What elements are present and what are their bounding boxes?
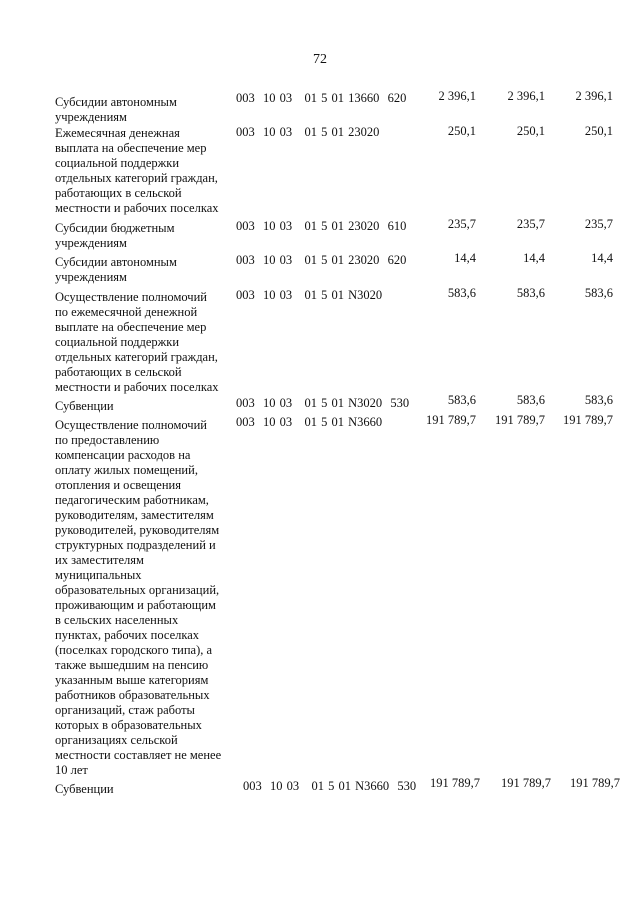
row-value-1: 583,6 [447,286,476,300]
row-description: Субсидии бюджетным учреждениям [55,221,175,250]
row-value-3: 191 789,7 [563,413,613,427]
row-code: 003 10 03 01 5 01 N3020 [236,288,383,302]
row-value-1: 14,4 [454,251,476,265]
row-description: Субвенции [55,399,114,413]
row-description: Осуществление полномочий по ежемесячной денежной выплате на обеспечение мер социальной поддержки отдельных категорий граждан, работающих в сельской местности и рабочих поселках [55,290,219,394]
row-value-2: 2 396,1 [507,89,545,103]
row-value-1: 191 789,7 [426,413,476,427]
row-value-2: 235,7 [516,217,545,231]
row-value-2: 250,1 [516,124,545,138]
row-value-1: 250,1 [447,124,476,138]
row-value-3: 2 396,1 [575,89,613,103]
row-code: 003 10 03 01 5 01 23020 610 [236,219,407,233]
row-code: 003 10 03 01 5 01 13660 620 [236,91,407,105]
row-value-2: 191 789,7 [501,776,551,790]
row-value-2: 583,6 [516,286,545,300]
row-value-2: 14,4 [523,251,545,265]
page-number: 72 [313,52,327,67]
row-code: 003 10 03 01 5 01 23020 620 [236,253,407,267]
row-value-1: 583,6 [447,393,476,407]
row-value-1: 2 396,1 [438,89,476,103]
row-value-3: 250,1 [584,124,613,138]
row-value-3: 583,6 [584,393,613,407]
row-value-1: 191 789,7 [430,776,480,790]
row-code: 003 10 03 01 5 01 N3660 [236,415,383,429]
row-code: 003 10 03 01 5 01 N3660 530 [243,779,417,793]
row-value-2: 583,6 [516,393,545,407]
row-value-1: 235,7 [447,217,476,231]
row-description: Субвенции [55,782,114,796]
row-description: Субсидии автономным учреждениям [55,95,177,124]
row-code: 003 10 03 01 5 01 23020 [236,125,380,139]
row-code: 003 10 03 01 5 01 N3020 530 [236,396,410,410]
row-description: Субсидии автономным учреждениям [55,255,177,284]
row-description: Ежемесячная денежная выплата на обеспечение мер социальной поддержки отдельных категорий граждан, работающих в сельской местности и рабочих поселках [55,126,219,215]
row-value-3: 583,6 [584,286,613,300]
row-value-2: 191 789,7 [495,413,545,427]
row-value-3: 235,7 [584,217,613,231]
row-value-3: 14,4 [591,251,613,265]
row-description: Осуществление полномочий по предоставлению компенсации расходов на оплату жилых помещений, отопления и освещения педагогическим работникам, руководителям, заместителям руководителей, руководителям структурных подразделений и их заместителям муниципальных образовательных организаций, проживающим и работающим в сельских населенных пунктах, рабочих поселках (поселках городского типа), а также вышедшим на пенсию указанным выше категориям работников образовательных организаций, стаж работы которых в образовательных организациях сельской местности составляет не менее 10 лет [55,418,222,777]
row-value-3: 191 789,7 [570,776,620,790]
